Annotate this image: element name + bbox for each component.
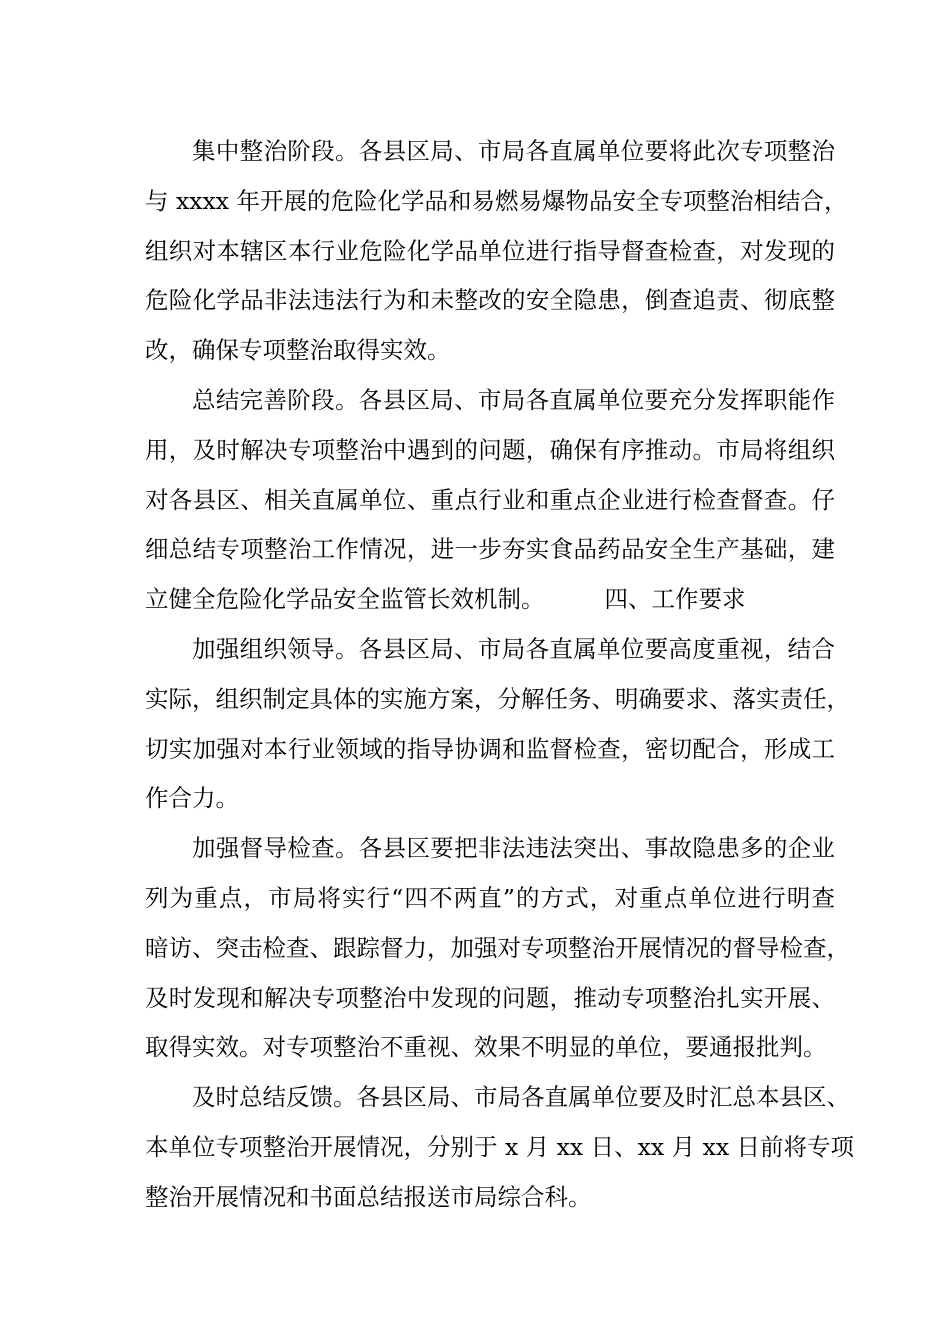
paragraph-line: 实际，组织制定具体的实施方案，分解任务、明确要求、落实责任， bbox=[145, 684, 850, 713]
paragraph-line: 整治开展情况和书面总结报送市局综合科。 bbox=[145, 1182, 592, 1211]
paragraph-line: 组织对本辖区本行业危险化学品单位进行指导督查检查，对发现的 bbox=[145, 236, 835, 265]
paragraph-line: 立健全危险化学品安全监管长效机制。 bbox=[145, 585, 545, 614]
paragraph-line: 取得实效。对专项整治不重视、效果不明显的单位，要通报批判。 bbox=[145, 1033, 827, 1062]
paragraph-line-with-heading bbox=[145, 575, 835, 625]
paragraph-timely-feedback bbox=[145, 1073, 855, 1222]
paragraph-line: 列为重点，市局将实行“四不两直”的方式，对重点单位进行明查 bbox=[145, 883, 835, 912]
paragraph-strengthen-leadership bbox=[145, 625, 850, 824]
paragraph-line: 作合力。 bbox=[145, 784, 239, 813]
paragraph-line: 加强组织领导。各县区局、市局各直属单位要高度重视，结合 bbox=[192, 634, 835, 663]
paragraph-line: 细总结专项整治工作情况，进一步夯实食品药品安全生产基础，建 bbox=[145, 535, 835, 564]
section-heading: 四、工作要求 bbox=[604, 585, 746, 614]
paragraph-line: 改，确保专项整治取得实效。 bbox=[145, 336, 451, 365]
paragraph-line: 危险化学品非法违法行为和未整改的安全隐患，倒查追责、彻底整 bbox=[145, 286, 835, 315]
paragraph-line: 本单位专项整治开展情况，分别于 x 月 xx 日、xx 月 xx 日前将专项 bbox=[145, 1132, 855, 1161]
paragraph-strengthen-supervision bbox=[145, 824, 850, 1073]
paragraph-summary-improvement bbox=[145, 376, 835, 625]
paragraph-line: 及时总结反馈。各县区局、市局各直属单位要及时汇总本县区、 bbox=[192, 1083, 850, 1112]
paragraph-line: 及时发现和解决专项整治中发现的问题，推动专项整治扎实开展、 bbox=[145, 983, 835, 1012]
paragraph-concentrated-rectification bbox=[145, 127, 848, 376]
paragraph-line: 加强督导检查。各县区要把非法违法突出、事故隐患多的企业 bbox=[192, 834, 835, 863]
document-body bbox=[145, 127, 855, 1223]
paragraph-line: 与 xxxx 年开展的危险化学品和易燃易爆物品安全专项整治相结合， bbox=[145, 186, 848, 215]
paragraph-line: 暗访、突击检查、跟踪督力，加强对专项整治开展情况的督导检查， bbox=[145, 933, 850, 962]
paragraph-line: 用，及时解决专项整治中遇到的问题，确保有序推动。市局将组织 bbox=[145, 435, 835, 464]
paragraph-line: 总结完善阶段。各县区局、市局各直属单位要充分发挥职能作 bbox=[192, 385, 835, 414]
paragraph-line: 切实加强对本行业领域的指导协调和监督检查，密切配合，形成工 bbox=[145, 734, 835, 763]
paragraph-line: 对各县区、相关直属单位、重点行业和重点企业进行检查督查。仔 bbox=[145, 485, 835, 514]
paragraph-line: 集中整治阶段。各县区局、市局各直属单位要将此次专项整治 bbox=[192, 137, 835, 165]
